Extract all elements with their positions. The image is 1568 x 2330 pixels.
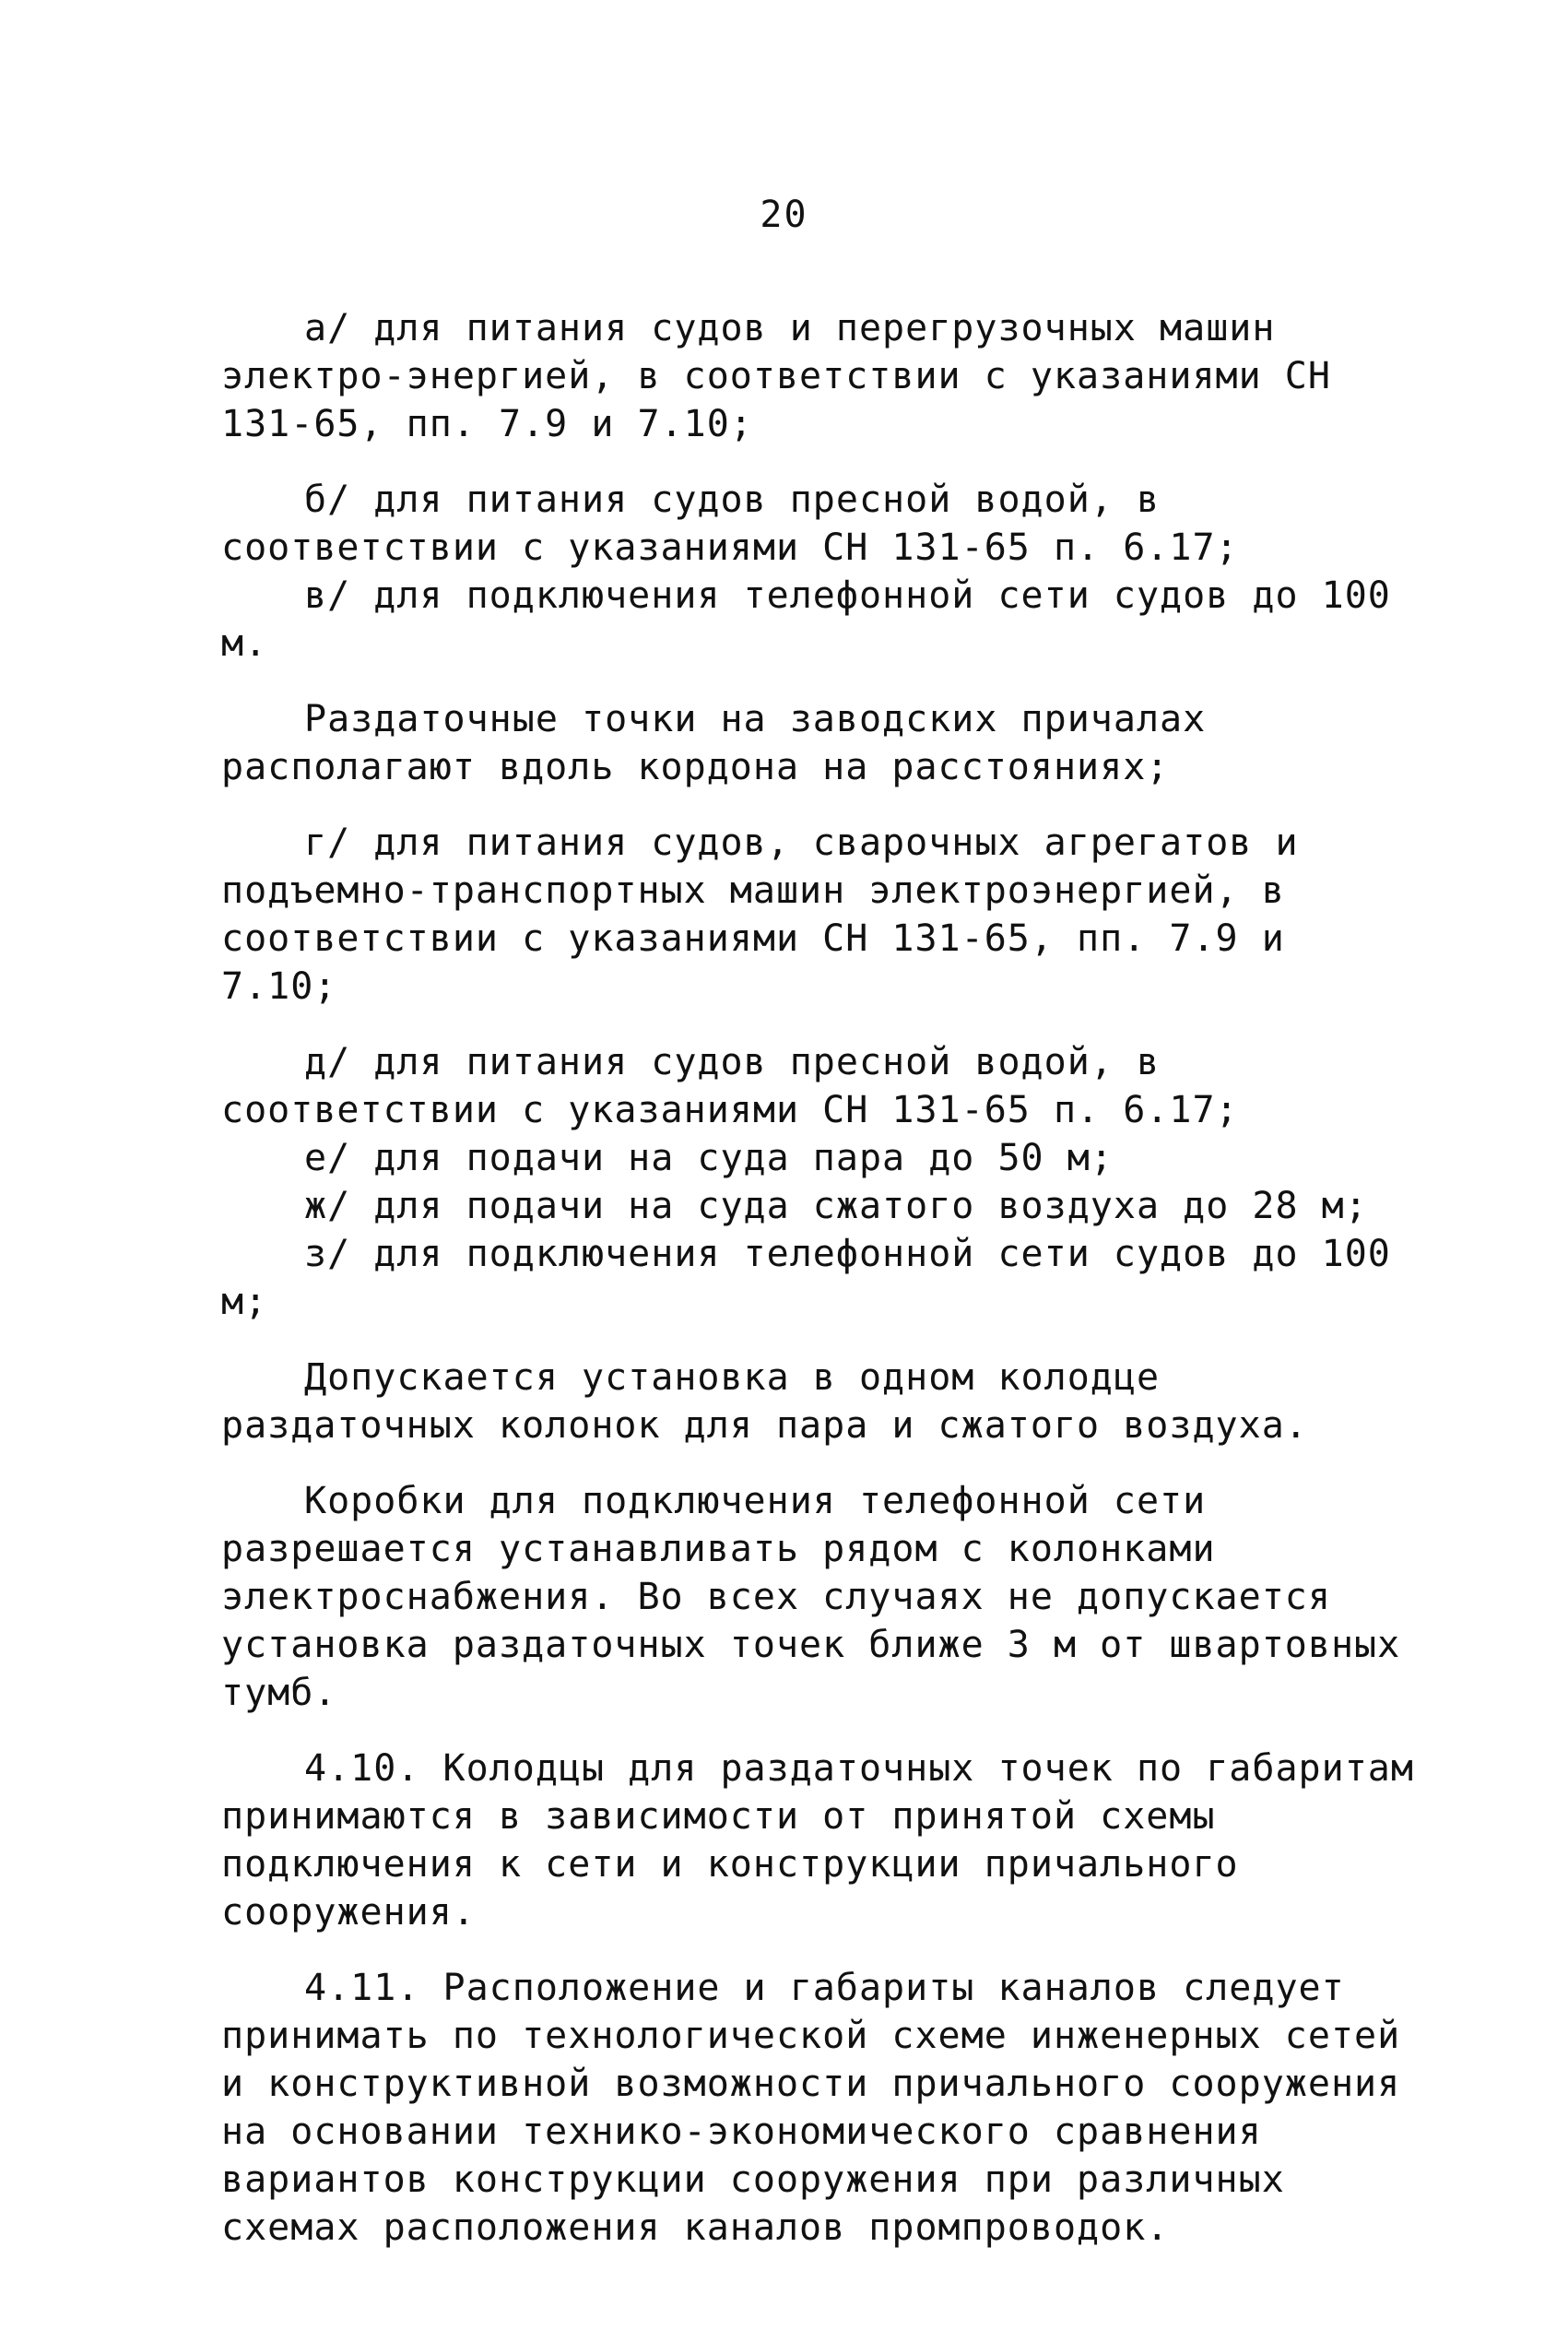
paragraph-g: г/ для питания судов, сварочных агрегатов и подъемно-транспортных машин электроэнергией, в соответствии с указаниями СН 131-65, пп. 7.9 и 7.10; [221, 822, 1322, 1008]
paragraph-telephone-boxes: Коробки для подключения телефонной сети разрешается устанавливать рядом с колонками электроснабжения. Во всех случаях не допускается установка раздаточных точек ближе 3 м от швартовных тумб. [221, 1480, 1424, 1714]
paragraph-distribution-points: Раздаточные точки на заводских причалах располагают вдоль кордона на расстояниях; [221, 698, 1230, 788]
paragraph-a: а/ для питания судов и перегрузочных машин электро-энергией, в соответствии с указаниями СН 131-65, пп. 7.9 и 7.10; [221, 307, 1355, 445]
paragraph-b: б/ для питания судов пресной водой, в соответствии с указаниями СН 131-65 п. 6.17; [221, 479, 1239, 569]
paragraph-v: в/ для подключения телефонной сети судов до 100 м. [221, 574, 1414, 665]
paragraph-z: з/ для подключения телефонной сети судов до 100 м; [221, 1233, 1414, 1323]
paragraph-allowed-installation: Допускается установка в одном колодце раздаточных колонок для пара и сжатого воздуха. [221, 1356, 1308, 1447]
paragraph-section-4-10: 4.10. Колодцы для раздаточных точек по габаритам принимаются в зависимости от принятой схемы подключения к сети и конструкции причального сооружения. [221, 1747, 1438, 1934]
paragraph-d: д/ для питания судов пресной водой, в соответствии с указаниями СН 131-65 п. 6.17; [221, 1041, 1239, 1131]
paragraph-section-4-11: 4.11. Расположение и габариты каналов следует принимать по технологической схеме инженерных сетей и конструктивной возможности причального сооружения на основании технико-экономического сравнения вариантов конструкции сооружения при различных схемах расположения каналов промпроводок. [221, 1967, 1424, 2249]
paragraph-e: е/ для подачи на суда пара до 50 м; [304, 1137, 1114, 1179]
document-body [221, 304, 1438, 2279]
paragraph-zh: ж/ для подачи на суда сжатого воздуха до 28 м; [304, 1185, 1368, 1227]
page-number: 20 [760, 194, 808, 236]
